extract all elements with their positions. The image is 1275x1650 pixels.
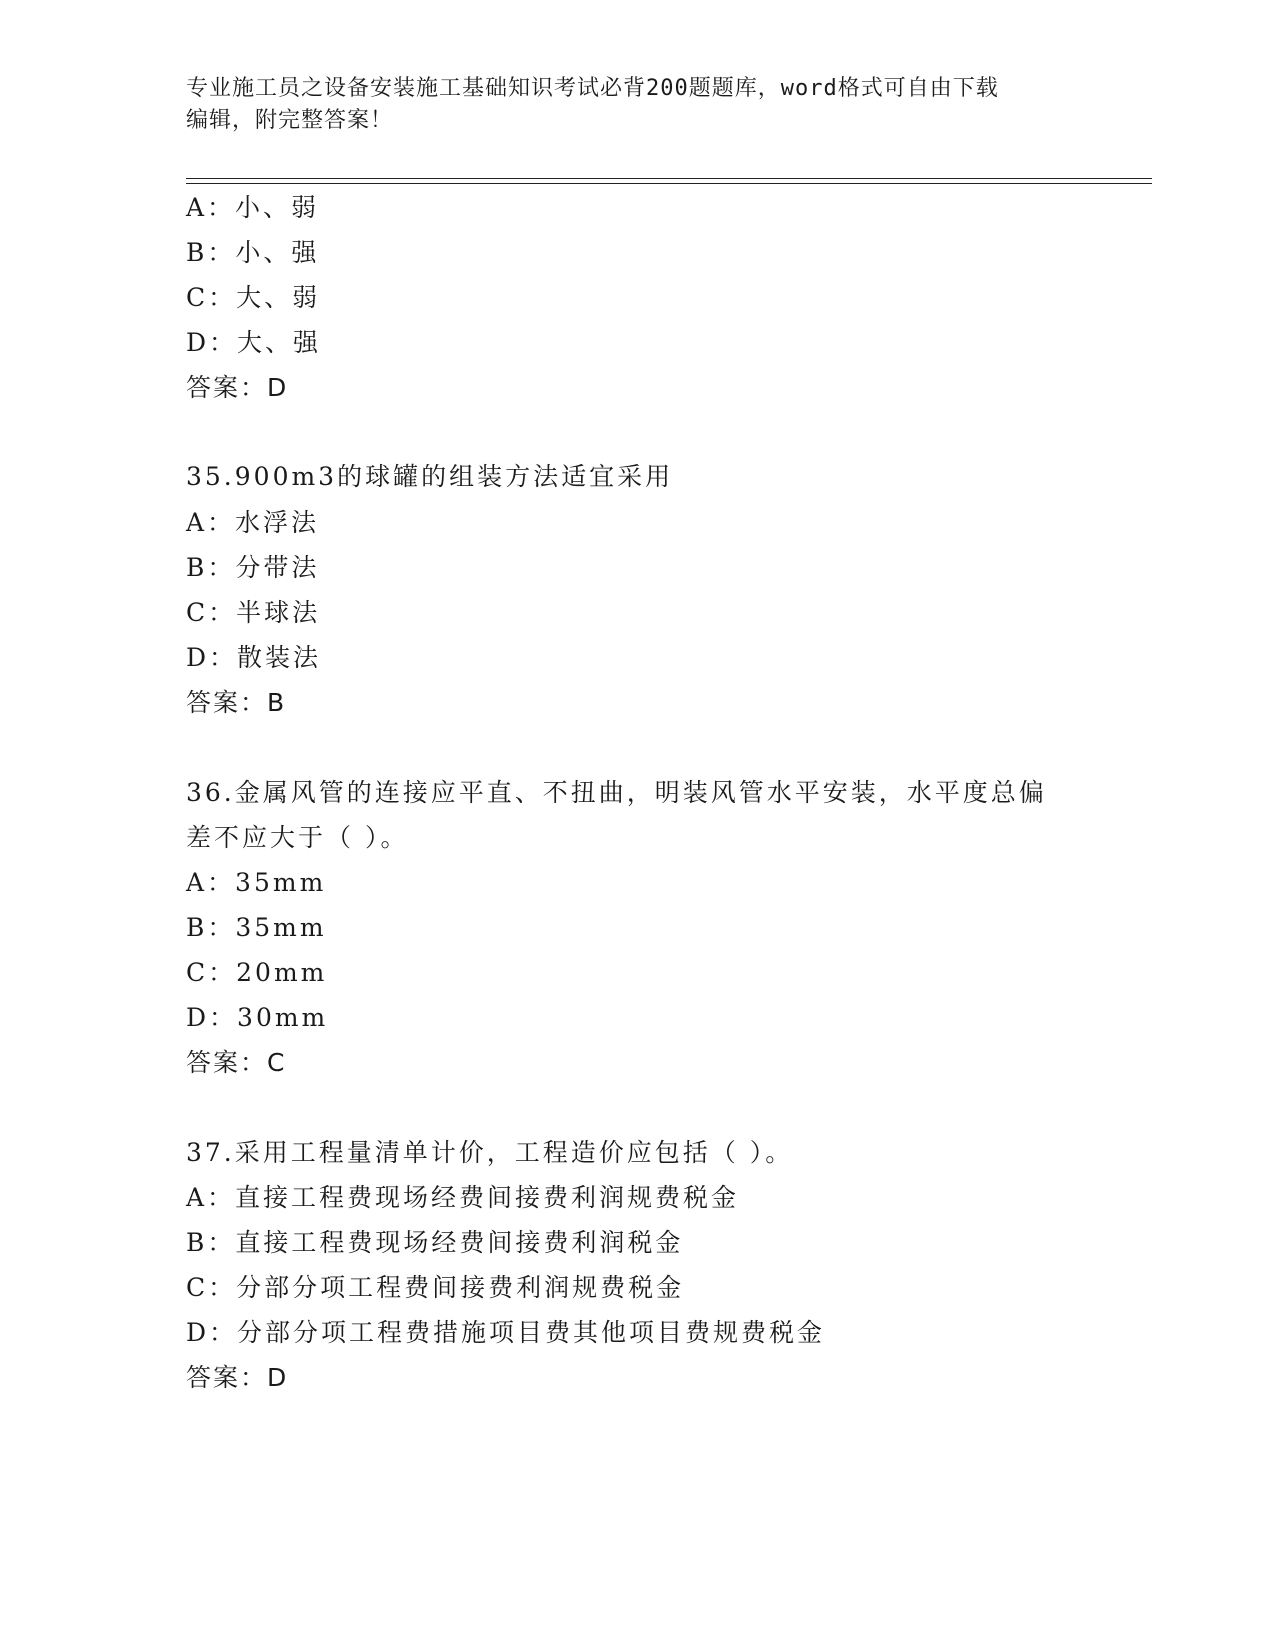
q34-option-a: A：小、弱 [186, 193, 320, 222]
q34-answer: 答案：D [186, 373, 289, 402]
q37-option-a: A：直接工程费现场经费间接费利润规费税金 [186, 1183, 740, 1212]
header-divider-bottom [186, 183, 1152, 184]
q34-option-d: D：大、强 [186, 328, 322, 357]
q37-option-d: D：分部分项工程费措施项目费其他项目费规费税金 [186, 1318, 826, 1347]
q34-option-b: B：小、强 [186, 238, 320, 267]
q36-answer: 答案：C [186, 1048, 287, 1077]
q37-stem: 37.采用工程量清单计价，工程造价应包括（ ）。 [186, 1138, 794, 1167]
q36-option-c: C：20mm [186, 958, 328, 987]
q36-option-a: A：35mm [186, 868, 327, 897]
q35-option-d: D：散装法 [186, 643, 322, 672]
q37-option-b: B：直接工程费现场经费间接费利润税金 [186, 1228, 684, 1257]
q35-option-a: A：水浮法 [186, 508, 320, 537]
q35-option-b: B：分带法 [186, 553, 320, 582]
q37-answer: 答案：D [186, 1363, 289, 1392]
header-divider-top [186, 178, 1152, 179]
q35-stem: 35.900m3的球罐的组装方法适宜采用 [186, 462, 674, 491]
q35-option-c: C：半球法 [186, 598, 321, 627]
q36-stem-line-2: 差不应大于（ ）。 [186, 823, 409, 852]
q37-option-c: C：分部分项工程费间接费利润规费税金 [186, 1273, 685, 1302]
q36-option-d: D：30mm [186, 1003, 329, 1032]
q35-answer: 答案：B [186, 688, 287, 717]
header-line-1: 专业施工员之设备安装施工基础知识考试必背200题题库，word格式可自由下载 [186, 76, 999, 101]
q36-option-b: B：35mm [186, 913, 327, 942]
document-header [186, 73, 1086, 137]
q36-stem-line-1: 36.金属风管的连接应平直、不扭曲，明装风管水平安装，水平度总偏 [186, 778, 1047, 807]
header-line-2: 编辑，附完整答案！ [186, 108, 394, 133]
q34-option-c: C：大、弱 [186, 283, 321, 312]
